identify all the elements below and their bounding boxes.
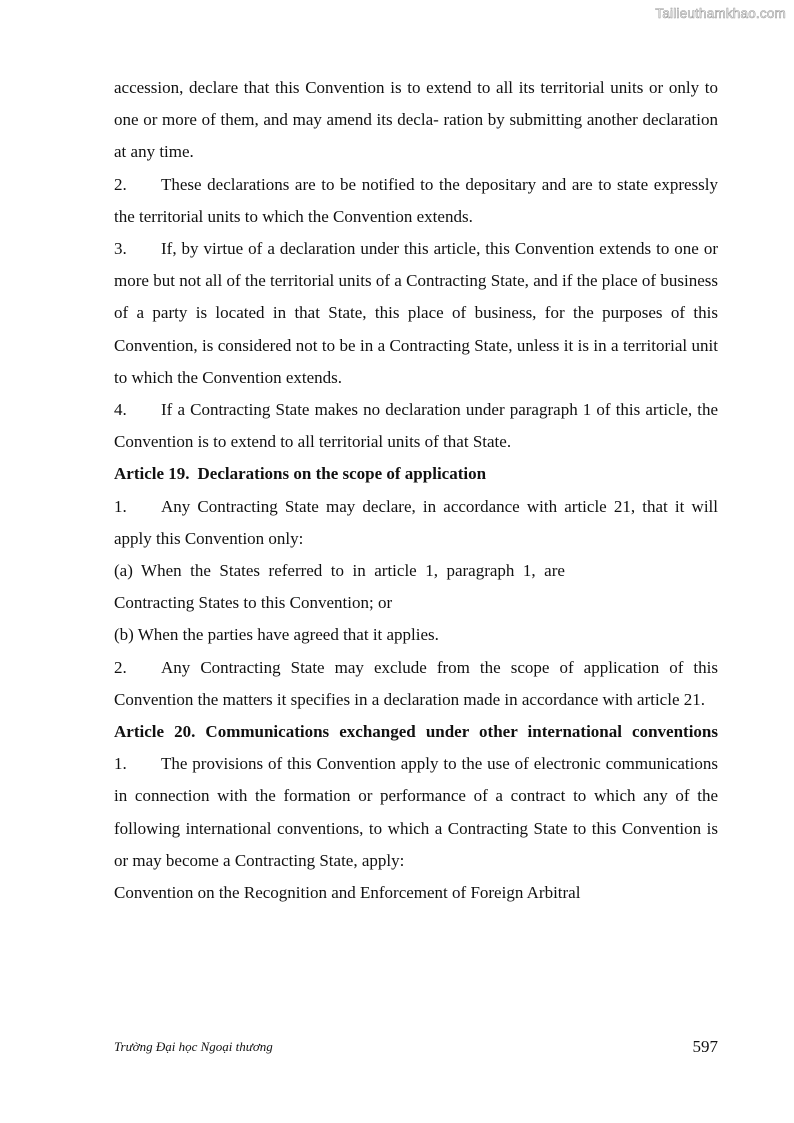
site-watermark: Tailieuthamkhao.com — [655, 6, 786, 21]
article-19-heading — [114, 458, 718, 490]
paragraph-number: 4. — [114, 400, 127, 420]
list-item-a-line2: Contracting States to this Convention; or — [114, 593, 393, 613]
paragraph-text: Any Contracting State may exclude from the scope of application of this Convention the matters it specifies in a declaration made in accordance with article 21. — [114, 657, 718, 709]
paragraph-convention-title: Convention on the Recognition and Enforcement of Foreign Arbitral — [114, 883, 581, 903]
paragraph-18-2 — [114, 169, 718, 233]
article-title: Declarations on the scope of application — [197, 464, 487, 484]
footer-institution: Trường Đại học Ngoại thương — [114, 1039, 273, 1054]
paragraph-19-2 — [114, 652, 718, 716]
paragraph-number: 1. — [114, 754, 127, 774]
paragraph-number: 1. — [114, 496, 127, 516]
paragraph-text: If, by virtue of a declaration under this article, this Convention extends to one or more but not all of the territorial units of a Contracting State, and if the place of business of a party is located in that State, this place of business, for the purposes of this Convention, is considered not to be in a Contracting State, unless it is in a territorial unit to which the Convention extends. — [114, 239, 718, 387]
paragraph-18-3 — [114, 233, 718, 394]
paragraph-text: Any Contracting State may declare, in accordance with article 21, that it will apply this Convention only: — [114, 496, 718, 548]
paragraph-18-4 — [114, 394, 718, 458]
article-20-heading: Article 20. Communications exchanged under other international conventions — [114, 722, 718, 742]
page-number: 597 — [692, 1037, 718, 1056]
list-item-a-line1: (a) When the States referred to in article 1, paragraph 1, are — [114, 561, 565, 581]
paragraph-19-1 — [114, 491, 718, 555]
paragraph-text: If a Contracting State makes no declaration under paragraph 1 of this article, the Convention is to extend to all territorial units of that State. — [114, 400, 718, 452]
paragraph-text: These declarations are to be notified to the depositary and are to state expressly the territorial units to which the Convention extends. — [114, 174, 718, 226]
paragraph-number: 2. — [114, 657, 127, 677]
paragraph-number: 3. — [114, 239, 127, 259]
document-body — [114, 72, 718, 909]
paragraph-intro: accession, declare that this Convention is to extend to all its territorial units or only to one or more of them, and may amend its decla- ration by submitting another declaration at any time. — [114, 78, 718, 162]
list-item-b: (b) When the parties have agreed that it applies. — [114, 625, 439, 645]
paragraph-number: 2. — [114, 174, 127, 194]
paragraph-20-1 — [114, 748, 718, 877]
article-label: Article 19. — [114, 464, 190, 484]
paragraph-text: The provisions of this Convention apply to the use of electronic communications in connection with the formation or performance of a contract to which any of the following international conventions, to which a Contracting State to this Convention is or may become a Contracting State, apply: — [114, 754, 718, 870]
